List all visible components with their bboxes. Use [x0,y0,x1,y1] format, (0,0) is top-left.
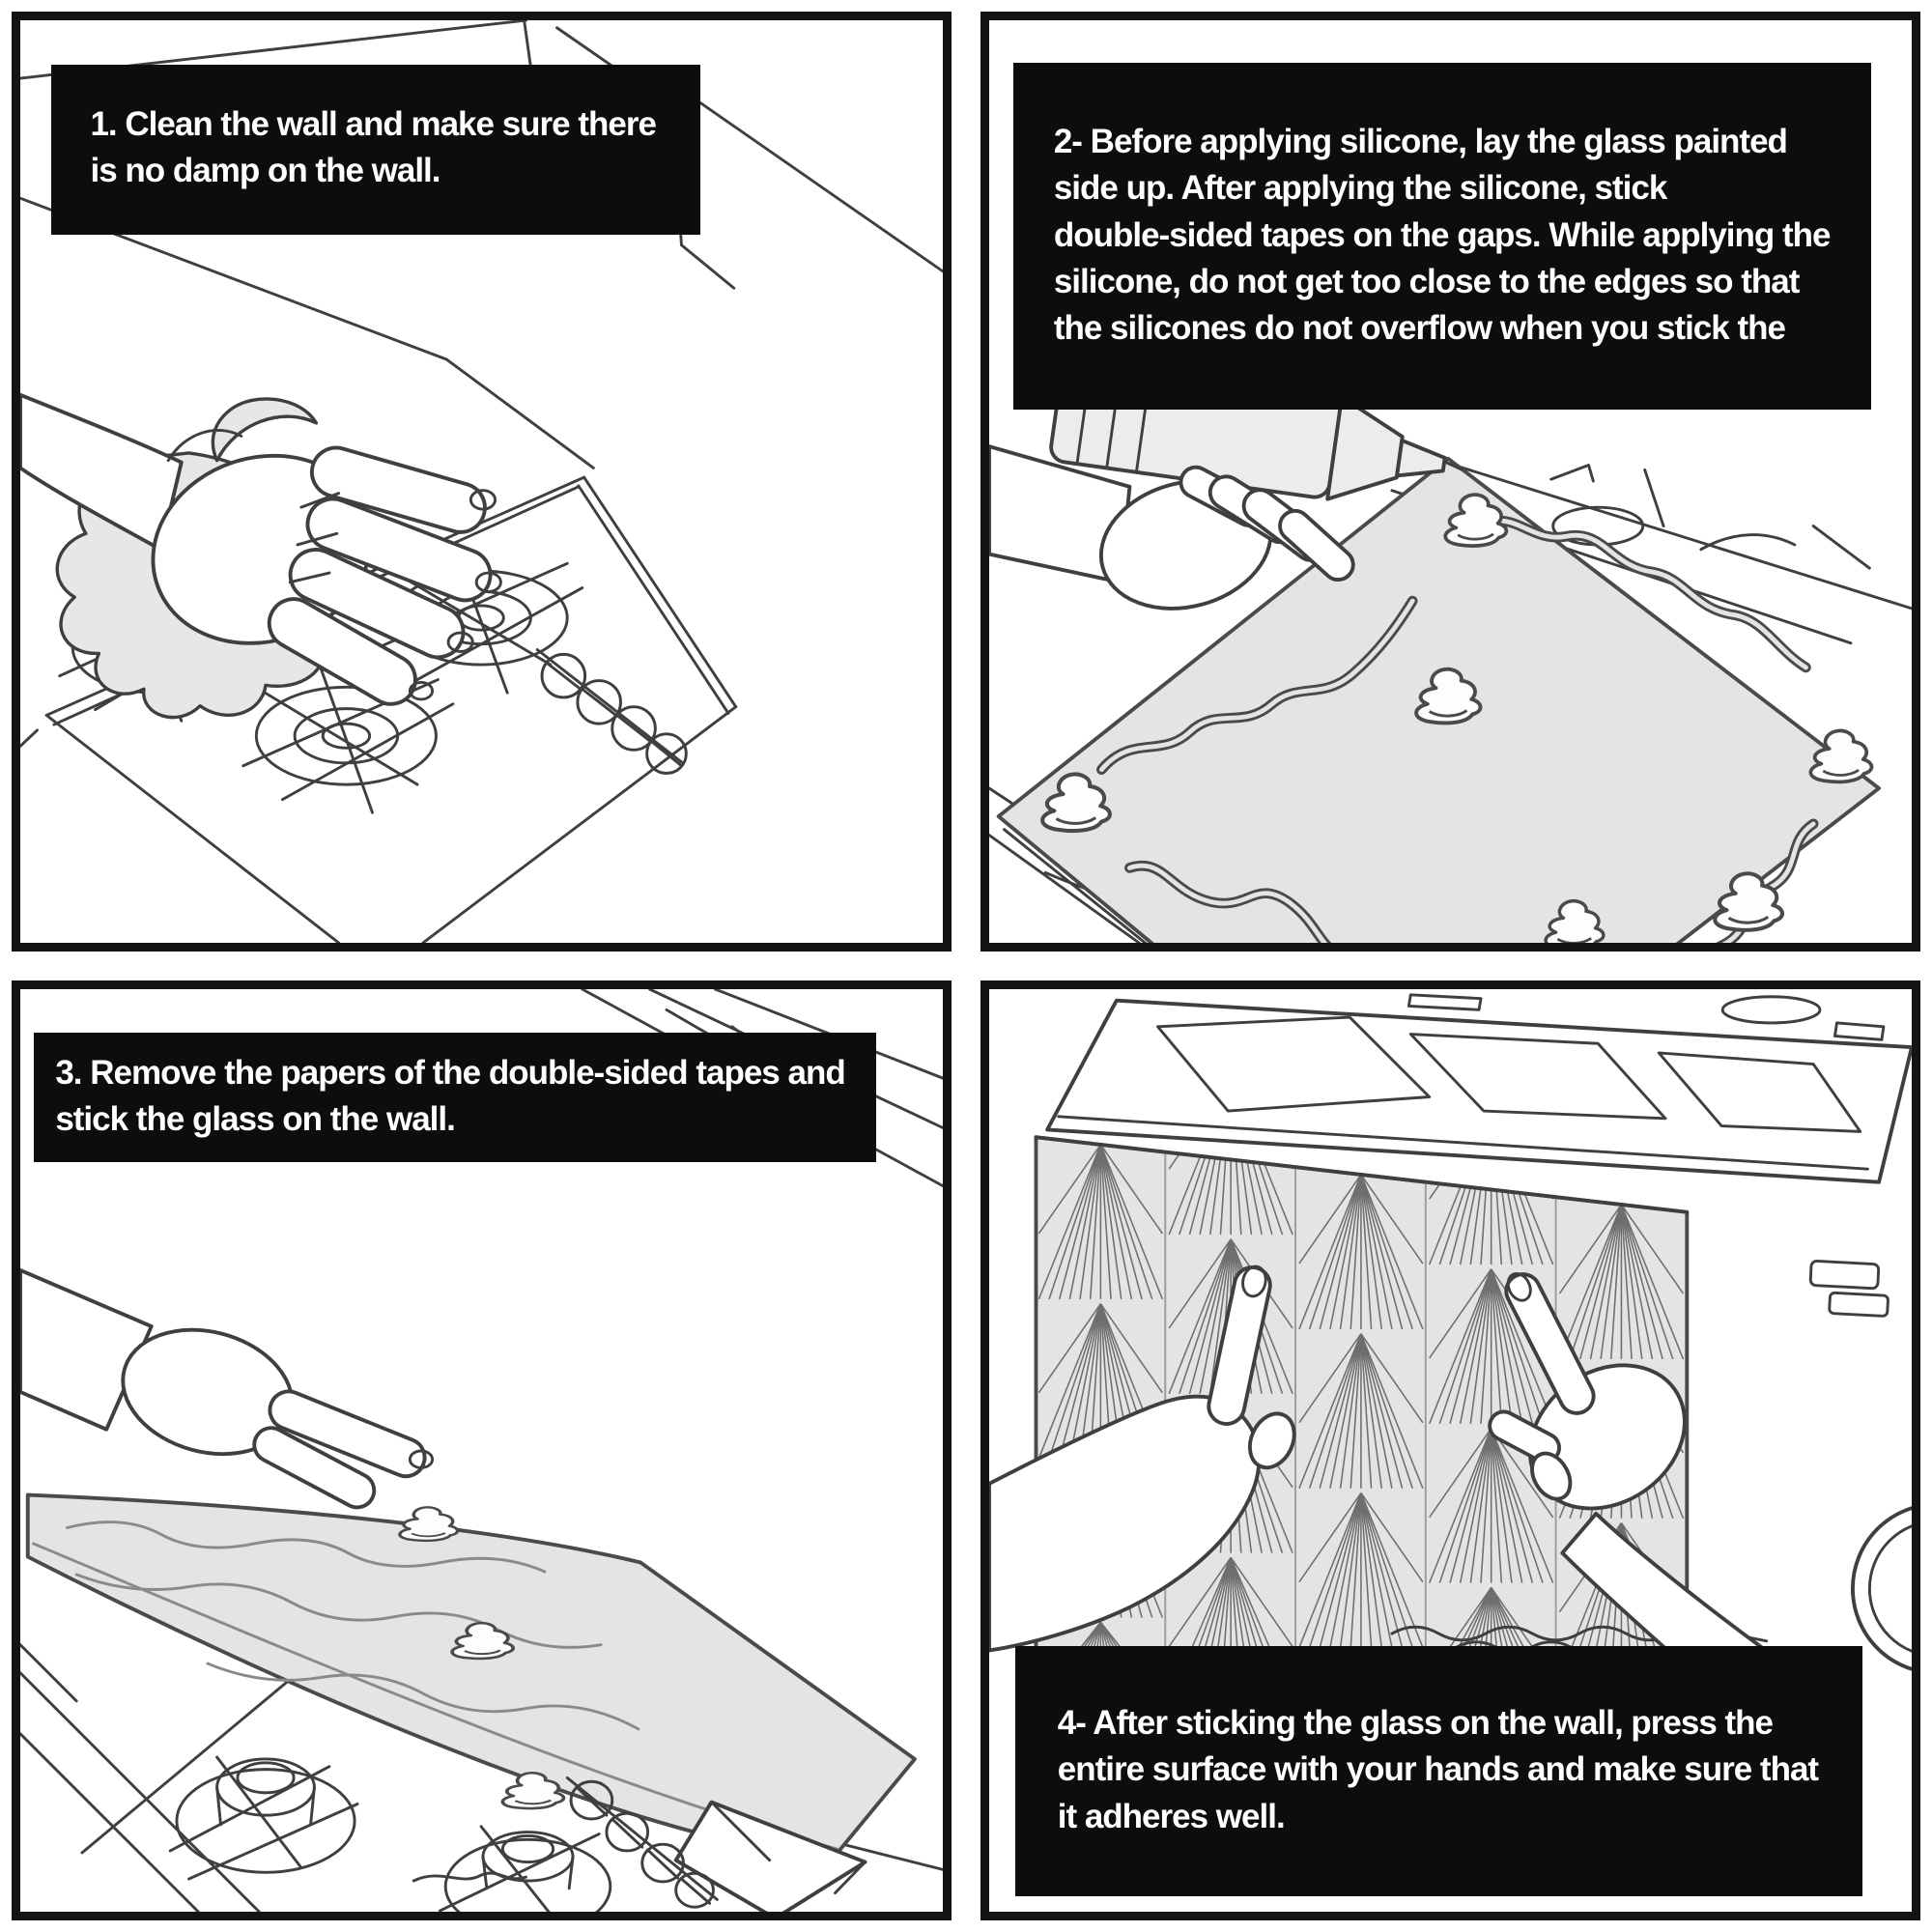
caption-line: 4- After sticking the glass on the wall, press the [1057,1703,1774,1742]
step-4-caption [1015,1646,1862,1896]
burner-sketch [170,1757,357,1879]
caption-line: the silicones do not overflow when you stick the [1053,309,1785,348]
step-3-caption [34,1033,875,1163]
caption-line: is no damp on the wall. [90,152,440,190]
caption-line: side up. After applying the silicone, stick [1053,169,1667,208]
caption-line: it adheres well. [1057,1797,1285,1835]
caption-line: double-sided tapes on the gaps. While applying the [1053,215,1831,254]
caption-line: 3. Remove the papers of the double-sided tapes and [55,1053,845,1092]
step-2-caption [1013,63,1871,410]
caption-line: stick the glass on the wall. [55,1100,455,1139]
caption-line: entire surface with your hands and make sure that [1057,1750,1819,1789]
panel-step-1 [12,12,952,952]
burner-sketch [440,1827,610,1912]
wall-outlet-sketch [1810,1261,1889,1316]
caption-line: 1. Clean the wall and make sure there [90,104,656,143]
panel-step-2 [980,12,1920,952]
panel-step-4 [980,980,1920,1920]
control-knobs-sketch [537,650,686,774]
panel-step-3 [12,980,952,1920]
glass-sheet [28,1495,915,1861]
caption-line: silicone, do not get too close to the edges so that [1053,262,1800,300]
step-1-caption [51,65,699,236]
holding-hand [20,1270,433,1514]
caption-line: 2- Before applying silicone, lay the glass painted [1053,122,1787,160]
